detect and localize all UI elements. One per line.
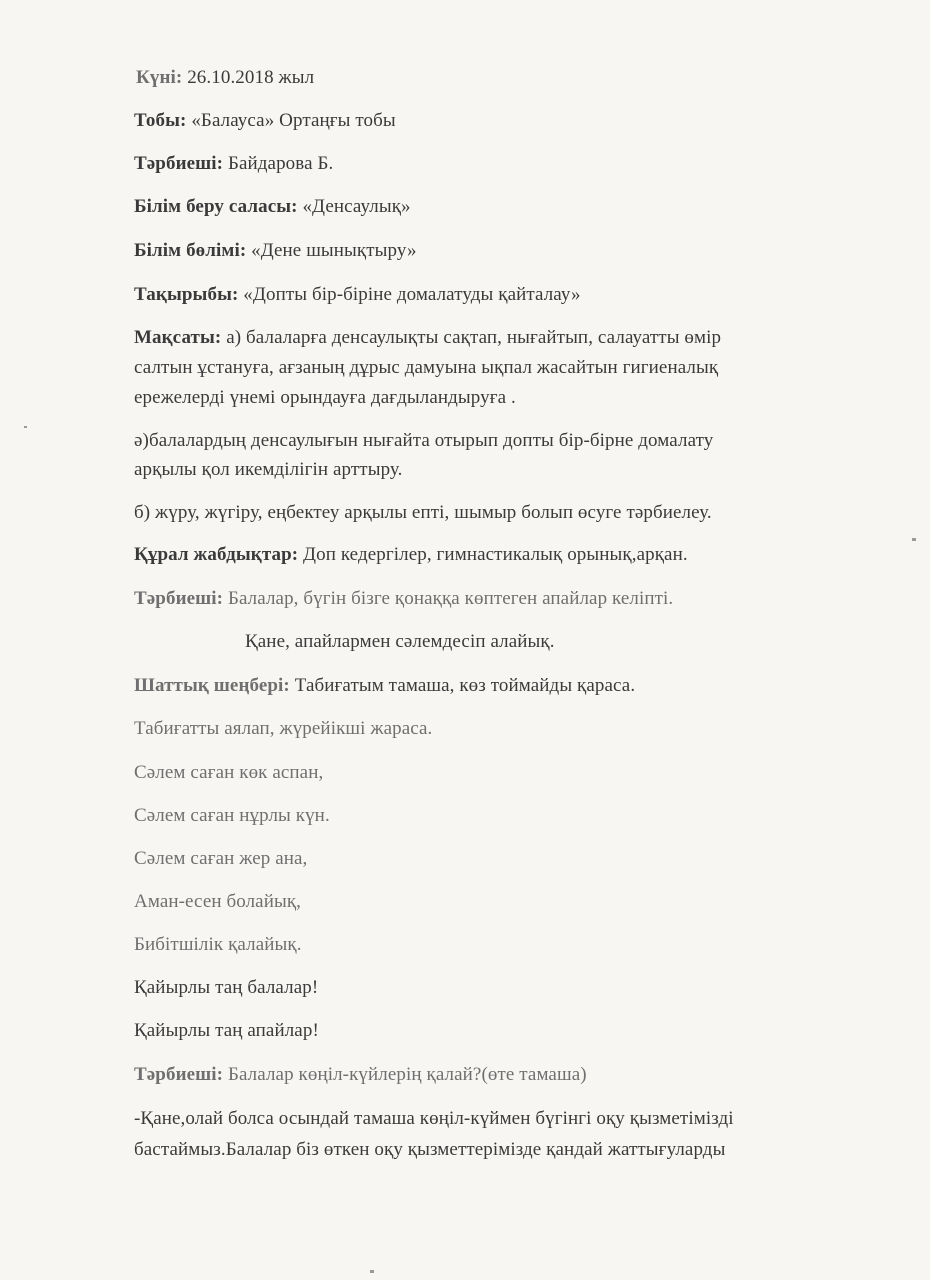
- teacher-label: Тәрбиеші:: [134, 153, 224, 174]
- circle-text-1: Табиғатым тамаша, көз тоймайды қараса.: [289, 675, 636, 696]
- poem-line: [134, 848, 307, 870]
- greeting-label: Тәрбиеші:: [134, 588, 224, 609]
- goal-text-4: ә)балалардың денсаулығын нығайта отырып допты бір-бірне домалату: [134, 430, 714, 451]
- area-value: «Денсаулық»: [297, 196, 411, 217]
- topic-value: «Допты бір-біріне домалатуды қайталау»: [238, 284, 581, 305]
- topic-label: Тақырыбы:: [134, 284, 239, 305]
- section-line: [134, 240, 417, 262]
- scan-speck: [24, 426, 27, 428]
- poem-line: [134, 718, 432, 740]
- closing-line-2: [134, 1139, 725, 1161]
- poem-text: Аман-есен болайық,: [134, 891, 302, 912]
- circle-label: Шаттық шеңбері:: [134, 675, 290, 696]
- goal-text-2: салтын ұстануға, ағзаның дұрыс дамуына ықпал жасайтын гигиеналық: [134, 357, 719, 378]
- equipment-value: Доп кедергілер, гимнастикалық орынық,арқан.: [298, 544, 688, 565]
- goal-text-1: а) балаларға денсаулықты сақтап, нығайтып, салауатты өмір: [221, 327, 722, 348]
- equipment-line: [134, 544, 688, 566]
- poem-text: Қайырлы таң апайлар!: [134, 1020, 319, 1041]
- goal-text-5: арқылы қол икемділігін арттыру.: [134, 459, 403, 480]
- goal-line-2: [134, 357, 718, 379]
- area-label: Білім беру саласы:: [134, 196, 298, 217]
- closing-line-1: [134, 1108, 734, 1130]
- poem-text: Табиғатты аялап, жүрейікші жараса.: [134, 718, 433, 739]
- teacher-line: [134, 153, 333, 175]
- poem-text: Сәлем саған көк аспан,: [134, 762, 324, 783]
- poem-line: [134, 1020, 319, 1042]
- goal-line-4: [134, 430, 713, 452]
- poem-text: Сәлем саған жер ана,: [134, 848, 308, 869]
- poem-line: [134, 977, 318, 999]
- goal-text-3: ережелерді үнемі орындауға дағдыландыруға .: [134, 387, 516, 408]
- section-label: Білім бөлімі:: [134, 240, 247, 261]
- group-label: Тобы:: [134, 110, 187, 131]
- goal-label: Мақсаты:: [134, 327, 222, 348]
- topic-line: [134, 284, 581, 306]
- goal-line-3: [134, 387, 516, 409]
- poem-line: [134, 805, 330, 827]
- teacher-value: Байдарова Б.: [223, 153, 334, 174]
- poem-line: [134, 762, 323, 784]
- mood-line: [134, 1064, 587, 1086]
- greeting-line-1: [134, 588, 673, 610]
- mood-label: Тәрбиеші:: [134, 1064, 224, 1085]
- poem-text: Қайырлы таң балалар!: [134, 977, 319, 998]
- closing-text-2: бастаймыз.Балалар біз өткен оқу қызметтерімізде қандай жаттығуларды: [134, 1139, 726, 1160]
- greeting-line-2: [245, 631, 555, 653]
- goal-line-5: [134, 459, 402, 481]
- date-value: 26.10.2018 жыл: [182, 67, 315, 88]
- poem-line: [134, 934, 302, 956]
- equipment-label: Құрал жабдықтар:: [134, 544, 299, 565]
- goal-line-1: [134, 327, 721, 349]
- mood-value: Балалар көңіл-күйлерің қалай?(өте тамаша): [223, 1064, 587, 1085]
- goal-text-6: б) жүру, жүгіру, еңбектеу арқылы епті, шымыр болып өсуге тәрбиелеу.: [134, 502, 712, 523]
- poem-line: [134, 891, 301, 913]
- poem-text: Сәлем саған нұрлы күн.: [134, 805, 330, 826]
- group-line: [134, 110, 396, 132]
- section-value: «Дене шынықтыру»: [246, 240, 417, 261]
- date-line: [136, 67, 314, 89]
- closing-text-1: -Қане,олай болса осындай тамаша көңіл-күймен бүгінгі оқу қызметімізді: [134, 1108, 734, 1129]
- area-line: [134, 196, 411, 218]
- poem-text: Бибітшілік қалайық.: [134, 934, 302, 955]
- group-value: «Балауса» Ортаңғы тобы: [186, 110, 396, 131]
- scan-speck: [912, 538, 916, 541]
- date-label: Күні:: [136, 67, 183, 88]
- scan-speck: [370, 1270, 374, 1273]
- circle-line-1: [134, 675, 635, 697]
- greeting-text-1: Балалар, бүгін бізге қонаққа көптеген апайлар келіпті.: [223, 588, 674, 609]
- greeting-text-2: Қане, апайлармен сәлемдесіп алайық.: [245, 631, 555, 652]
- goal-line-6: [134, 502, 712, 524]
